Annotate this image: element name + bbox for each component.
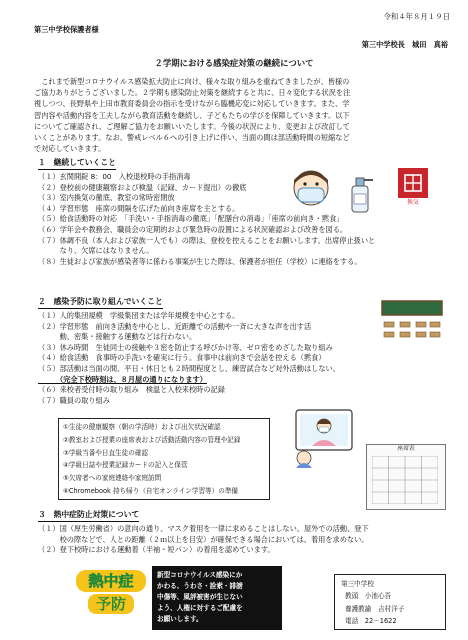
heatstroke-prevention-logo bbox=[76, 570, 146, 630]
intro-line: で対応していきます。 bbox=[34, 144, 106, 154]
section3-heading: ３ 熱中症防止対策について bbox=[38, 510, 139, 522]
addressee: 第三中学校保護者様 bbox=[34, 25, 99, 34]
list-item: （５）部活動は当面の間、平日・休日とも２時間程度とし、練習試合など対外活動はしない。 bbox=[38, 363, 340, 373]
list-item: （２）登下校時における運動着（半袖・短パン）の着用を認めています。 bbox=[38, 545, 275, 555]
intro-line: これまで新型コロナウイルス感染拡大防止に向け、様々な取り組みを重ねてきましたが、皆様の bbox=[34, 77, 350, 86]
ventilation-label: 換気 bbox=[406, 199, 419, 206]
list-item: （３）室内換気の徹底、教室の常時密閉放 bbox=[38, 193, 175, 203]
contact-box bbox=[334, 574, 446, 630]
ventilation-sign bbox=[398, 168, 428, 208]
notice-line: 新型コロナウイルス感染にか bbox=[157, 571, 243, 579]
notice-line: 中傷等、風評被害が生じない bbox=[157, 593, 243, 601]
list-item: 動、密集・接触する運動などは行わない。 bbox=[38, 332, 197, 342]
seating-chart-label: 座席表 bbox=[397, 446, 415, 452]
masked-face-illustration bbox=[290, 168, 332, 212]
list-item: 校の際などで、人との距離（２ｍ以上を目安）が確保できる場合においては、着用を求めない。 bbox=[38, 534, 369, 544]
intro-line: いくことがあります。なお、警戒レベル６への引き上げに伴い、当面の間は部活動時間の短縮など bbox=[34, 133, 350, 143]
list-item: （３）休み時間 生徒同士の接触や３密を防止する呼びかけ等、ゼロ密をめざした取り組み bbox=[38, 342, 333, 352]
list-item: （４）学習形態 座席の間隔を広げた前向き座席を主とする。 bbox=[38, 203, 240, 213]
list-item: （５）給食活動時の対応 「手洗い・手指消毒の徹底」「配膳台の消毒」「座席の前向き・黙食」 bbox=[38, 214, 344, 224]
classroom-illustration bbox=[380, 300, 444, 340]
contact-nurse: 養護教諭 吉村洋子 bbox=[345, 604, 405, 613]
staff-item: ①生徒の健康観察（朝の学活時）および出欠状況確認 bbox=[63, 423, 221, 431]
list-item: （１）人的集団規模 学級集団または学年規模を中心とする。 bbox=[38, 311, 240, 320]
section3-list bbox=[38, 524, 369, 556]
window-icon bbox=[398, 168, 428, 198]
list-item: （完全下校時刻は、８月屋の通りになります） bbox=[38, 374, 207, 384]
intro-line: についてご確認され、ご理解ご協力をお願いいたします。今後の状況により、変更および改訂して bbox=[34, 121, 350, 131]
heatstroke-title: 熱中症 bbox=[76, 570, 146, 592]
contact-school: 第三中学校 bbox=[341, 580, 374, 588]
list-item: （２）学習形態 前向き活動を中心とし、近距離での活動や一斉に大きな声を出す活 bbox=[38, 321, 312, 331]
list-item: （２）登校前の健康観察および検温（記録、カード提出）の徹底 bbox=[38, 182, 247, 192]
intro-paragraph bbox=[34, 76, 444, 154]
list-item: （６）来校者受付時の取り組み 検温と入校来校時の記録 bbox=[38, 385, 225, 395]
intro-line: 習内容や活動内容を工夫しながら教育活動を継続し、子どもたちの学びを保障していきます。以下 bbox=[34, 110, 350, 120]
staff-item: ⑥Chromebook 持ち帰り（自宅オンライン学習等）の準備 bbox=[63, 486, 239, 495]
staff-item: ②教室および授業の座席表および活動活動内容の管理や記録 bbox=[63, 435, 241, 444]
section2-list bbox=[38, 311, 340, 406]
staff-item: ③学級当番や日直生徒の確認 bbox=[63, 448, 149, 457]
section2-heading: ２ 感染予防に取り組んでいくこと bbox=[38, 297, 163, 309]
section1-heading: １ 継続していくこと bbox=[38, 158, 116, 170]
list-item: （８）生徒および家族が感染者等に係わる事案が生じた際は、保護者が担任（学校）に連絡をする。 bbox=[38, 256, 362, 266]
notice-line: かわる、うわさ・詮索・誹謗 bbox=[157, 582, 243, 590]
list-item: （１）国（厚生労働省）の意向の通り、マスク着用を一律に求めることはしない。屋外での活動、登下 bbox=[38, 524, 369, 533]
document-title: ２学期における感染症対策の継続について bbox=[154, 58, 314, 68]
list-item: （７）体調不良（本人および家族一人でも）の際は、登校を控えることをお願いします。出席停止扱いと bbox=[38, 235, 376, 245]
online-learning-illustration bbox=[286, 404, 362, 468]
intro-line: ご協力ありがとうございました。２学期も感染防止対策を継続すると共に、日々変化する状況を注 bbox=[34, 88, 351, 98]
staff-item: ④学級日誌や授業記録カードの記入と保管 bbox=[63, 461, 188, 470]
contact-phone: 電話 22－1622 bbox=[345, 617, 397, 626]
heatstroke-subtitle: 予防 bbox=[88, 594, 134, 614]
list-item: （７）職員の取り組み bbox=[38, 395, 110, 405]
intro-line: 視しつつ、長野県や上田市教育委員会の指示を受けながら臨機応変に対応していきます。また、学 bbox=[34, 99, 350, 109]
document-date: 令和４年８月１９日 bbox=[383, 12, 450, 21]
list-item: （４）給食活動 食事時の手洗いを確実に行う。食事中は前向きで会話を控える（黙食） bbox=[38, 353, 326, 363]
sender: 第三中学校長 城田 真裕 bbox=[361, 40, 448, 49]
contact-vice-principal: 教頭 小池心吾 bbox=[345, 592, 392, 601]
notice-line: お願いします。 bbox=[157, 615, 203, 623]
list-item: （１）玄関開錠 8：00 入校退校時の手指消毒 bbox=[38, 172, 191, 181]
human-rights-notice bbox=[152, 566, 282, 630]
list-item: なり、欠席にはなりません。 bbox=[38, 246, 154, 256]
notice-line: よう、人権に対するご配慮を bbox=[157, 604, 243, 612]
list-item: （６）学年会や教務会、職員会の定期的および緊急時の設置による状況確認および改善を図る。 bbox=[38, 224, 348, 234]
staff-measures-box bbox=[58, 418, 270, 500]
staff-item: ⑤欠席者への家庭連絡や家庭訪問 bbox=[63, 474, 162, 483]
seating-chart-illustration bbox=[366, 444, 446, 510]
sanitizer-bottle-illustration bbox=[344, 172, 376, 214]
